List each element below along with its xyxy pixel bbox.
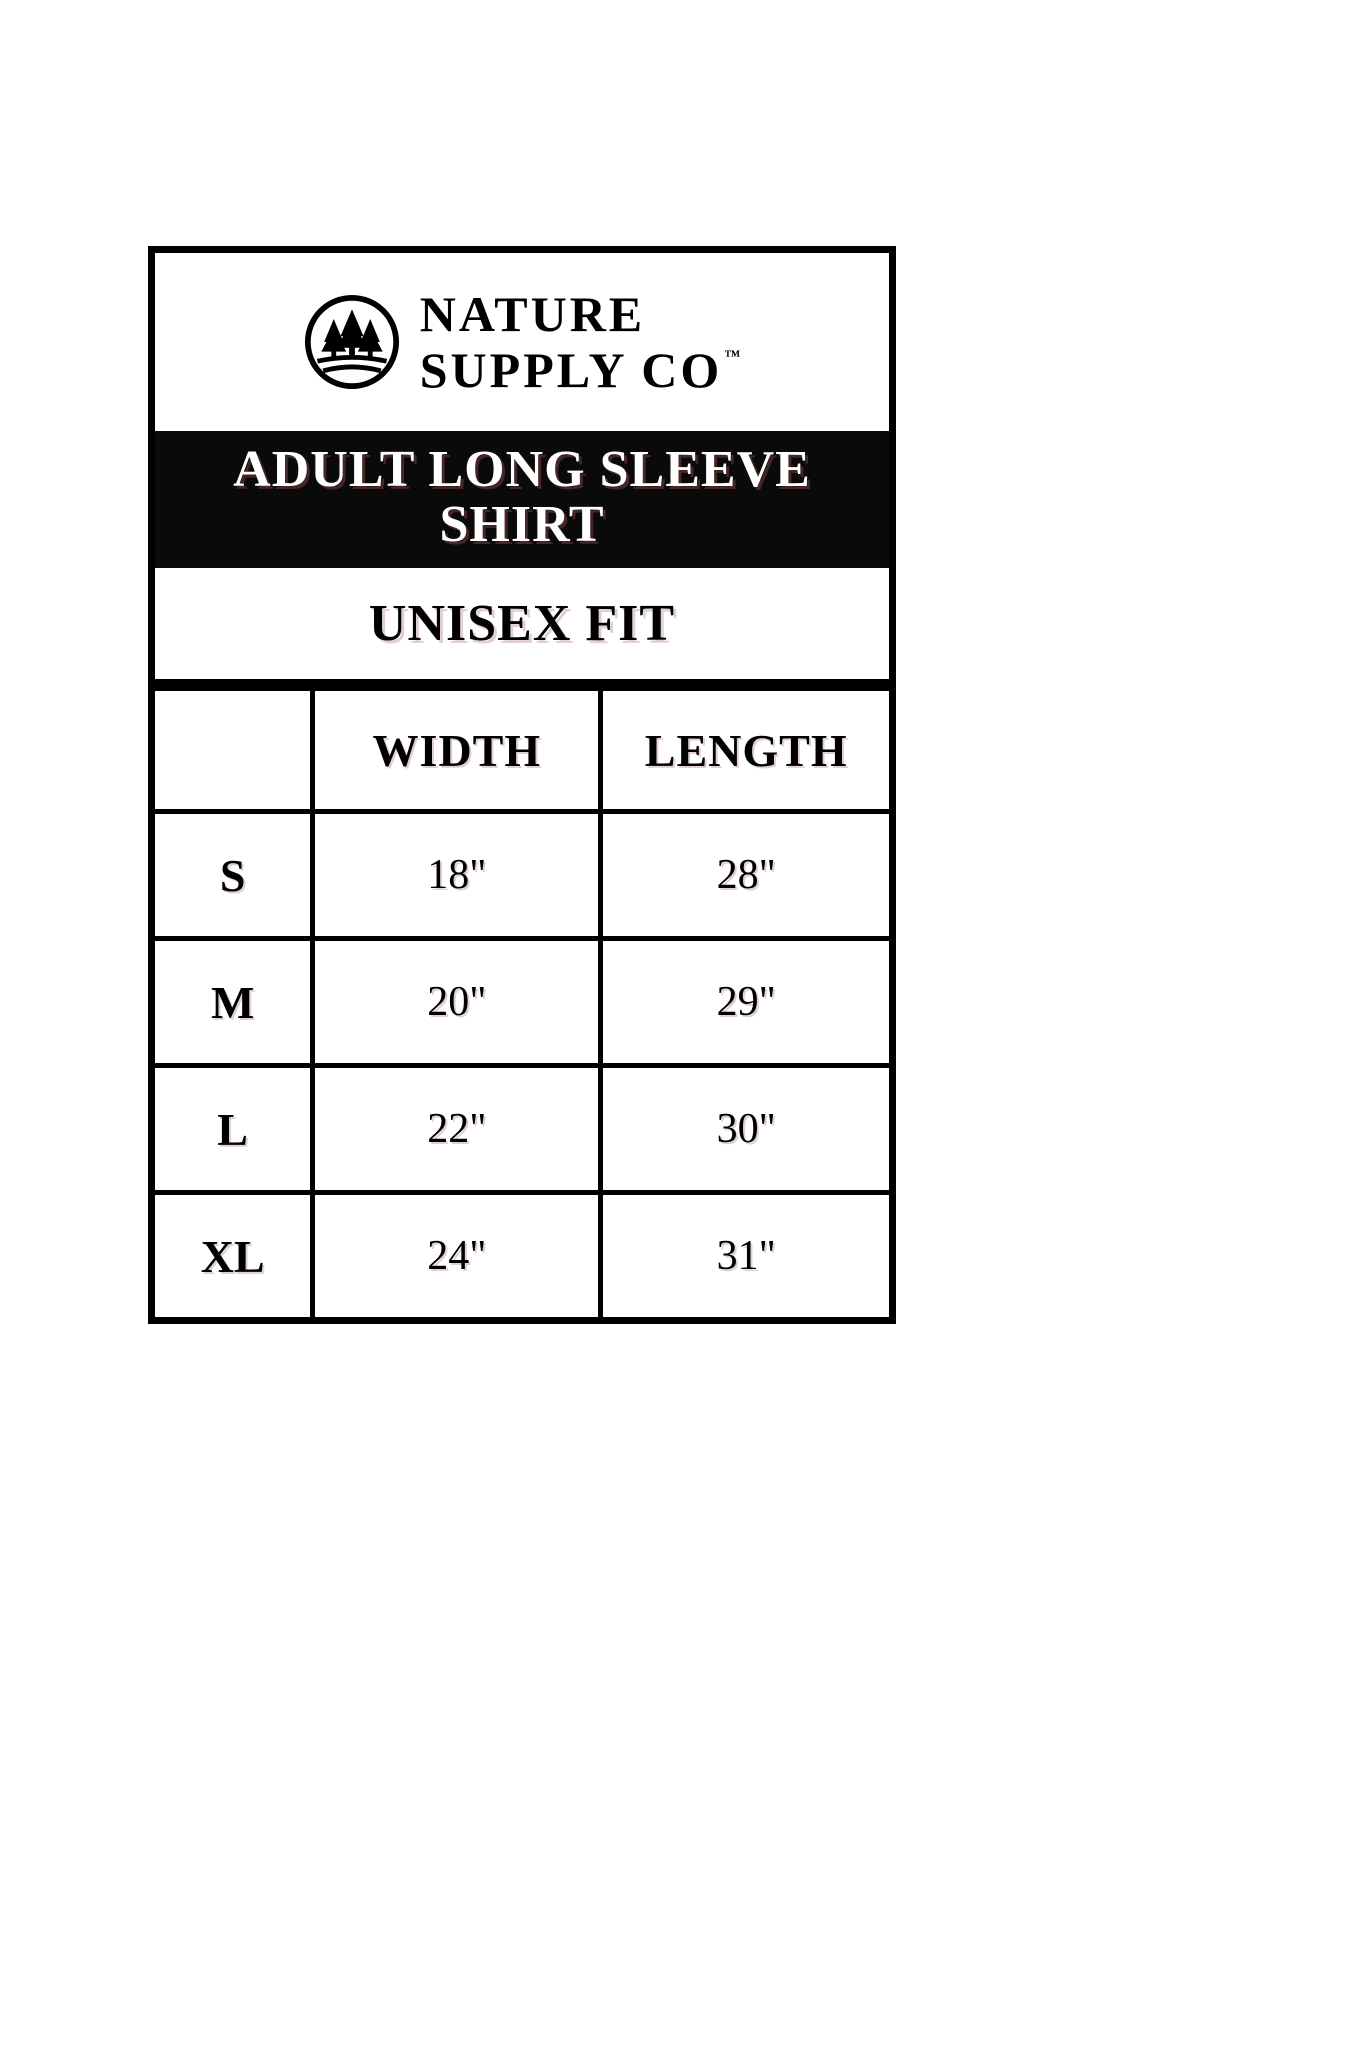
table-header-row	[155, 689, 889, 812]
length-value: 28"	[601, 812, 889, 939]
measurements-table	[155, 686, 889, 1317]
pine-trees-circle-icon	[304, 294, 400, 390]
width-value: 20"	[313, 939, 601, 1066]
size-chart	[148, 246, 896, 1324]
size-label: L	[155, 1066, 313, 1193]
brand-wordmark	[419, 286, 741, 398]
width-value: 22"	[313, 1066, 601, 1193]
length-value: 31"	[601, 1193, 889, 1318]
width-value: 24"	[313, 1193, 601, 1318]
header-width: WIDTH	[313, 689, 601, 812]
table-row	[155, 1193, 889, 1318]
size-label: M	[155, 939, 313, 1066]
header-length: LENGTH	[601, 689, 889, 812]
size-label: S	[155, 812, 313, 939]
length-value: 29"	[601, 939, 889, 1066]
trademark-symbol: ™	[724, 348, 741, 365]
table-row	[155, 812, 889, 939]
table-row	[155, 1066, 889, 1193]
product-title: ADULT LONG SLEEVE SHIRT	[155, 431, 889, 568]
brand-name-line2: SUPPLY CO	[419, 342, 723, 398]
fit-label: UNISEX FIT	[155, 568, 889, 686]
length-value: 30"	[601, 1066, 889, 1193]
width-value: 18"	[313, 812, 601, 939]
size-label: XL	[155, 1193, 313, 1318]
header-blank	[155, 689, 313, 812]
brand-header	[155, 253, 889, 431]
table-row	[155, 939, 889, 1066]
brand-name-line1: NATURE	[419, 286, 646, 342]
